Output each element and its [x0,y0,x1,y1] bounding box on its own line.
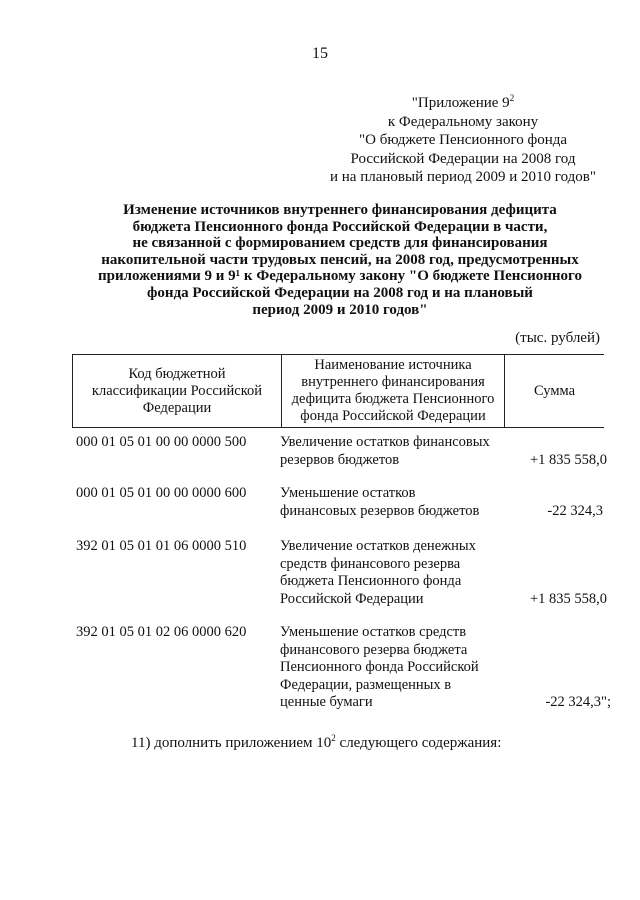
row-name: Увеличение остатков финансовых резервов бюджетов [280,434,490,468]
row-code: 392 01 05 01 01 06 0000 510 [76,538,247,554]
row-code: 000 01 05 01 00 00 0000 500 [76,434,247,450]
header-amount: Сумма [533,382,576,399]
table-row [72,485,607,521]
annex-law-reference: к Федеральному закону "О бюджете Пенсионного фонда Российской Федерации на 2008 год и на плановый период 2009 и 2010 годов" [330,113,596,186]
table-header [72,354,604,428]
table-row [72,434,607,470]
row-amount: -22 324,3 [547,502,603,519]
row-amount: +1 835 558,0 [529,451,607,468]
row-name: Уменьшение остатков финансовых резервов бюджетов [280,485,480,519]
row-amount: -22 324,3"; [545,694,611,711]
units-label: (тыс. рублей) [515,330,600,346]
amendment-sup: 2 [331,733,336,743]
amendment-text: 11) дополнить приложением 10 [131,735,332,751]
row-code: 392 01 05 01 02 06 0000 620 [76,624,247,640]
annex-reference [318,94,608,187]
row-name: Увеличение остатков денежных средств финансового резерва бюджета Пенсионного фонда Российской Федерации [280,538,476,607]
row-name: Уменьшение остатков средств финансового резерва бюджета Пенсионного фонда Российской Федерации, размещенных в ценные бумаги [280,624,479,711]
row-code: 000 01 05 01 00 00 0000 600 [76,485,247,501]
annex-title-text: "Приложение 9 [411,95,510,111]
amendment-item [131,735,501,752]
row-amount: +1 835 558,0 [529,590,607,607]
amendment-text-end: следующего содержания: [335,735,502,751]
header-name: Наименование источника внутреннего финансирования дефицита бюджета Пенсионного фонда Российской Федерации [282,355,505,427]
table-row [72,538,607,610]
annex-title [318,94,608,113]
table-row [72,624,611,714]
page-number: 15 [312,45,328,62]
annex-title-sup: 2 [509,93,515,103]
document-title: Изменение источников внутреннего финансирования дефицита бюджета Пенсионного фонда Российской Федерации в части, не связанной с формированием средств для финансирования накопительной части трудовых пенсий, на 2008 год, предусмотренных приложениями 9 и 9¹ к Федеральному закону "О бюджете Пенсионного фонда Российской Федерации на 2008 год и на плановый период 2009 и 2010 годов" [98,202,582,318]
header-code: Код бюджетной классификации Российской Федерации [73,355,282,427]
